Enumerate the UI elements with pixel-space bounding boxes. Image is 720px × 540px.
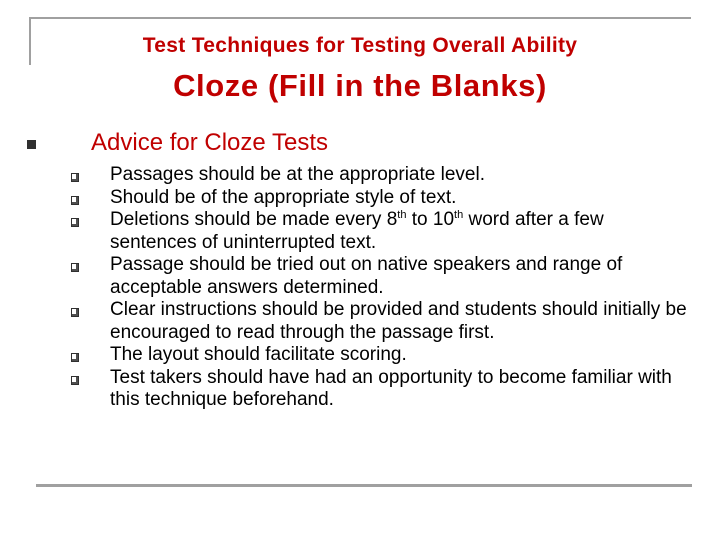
list-item-text: The layout should facilitate scoring. <box>110 344 407 365</box>
list-item <box>0 164 720 187</box>
advice-list <box>0 164 720 412</box>
list-item-text: Passages should be at the appropriate level. <box>110 164 485 185</box>
section-heading: Advice for Cloze Tests <box>91 129 328 156</box>
list-item <box>0 187 720 210</box>
slide-title: Test Techniques for Testing Overall Ability <box>142 34 578 57</box>
list-item <box>0 254 720 299</box>
square-bullet-icon <box>71 376 79 385</box>
superscript: th <box>454 209 464 221</box>
slide-subtitle: Cloze (Fill in the Blanks) <box>173 68 547 103</box>
filled-square-bullet-icon <box>27 140 36 149</box>
square-bullet-icon <box>71 218 79 227</box>
superscript: th <box>397 209 407 221</box>
list-item-text: Test takers should have had an opportunity to become familiar with this technique beforehand. <box>110 366 672 410</box>
square-bullet-icon <box>71 196 79 205</box>
list-item-text <box>110 209 690 254</box>
square-bullet-icon <box>71 308 79 317</box>
list-item-text: Passage should be tried out on native speakers and range of acceptable answers determined. <box>110 254 623 298</box>
list-item <box>0 299 720 344</box>
text-part: to 10 <box>406 209 455 230</box>
list-item <box>0 209 720 254</box>
frame-bottom-line <box>36 484 692 487</box>
square-bullet-icon <box>71 263 79 272</box>
frame-top-line <box>29 17 691 19</box>
list-item <box>0 367 720 412</box>
text-part: word after a few sentences of uninterrupted text. <box>110 209 604 253</box>
list-item-text: Clear instructions should be provided and students should initially be encouraged to read through the passage first. <box>110 299 687 343</box>
square-bullet-icon <box>71 353 79 362</box>
list-item <box>0 344 720 367</box>
square-bullet-icon <box>71 173 79 182</box>
text-part: Deletions should be made every 8 <box>110 209 398 230</box>
list-item-text: Should be of the appropriate style of text. <box>110 186 457 208</box>
